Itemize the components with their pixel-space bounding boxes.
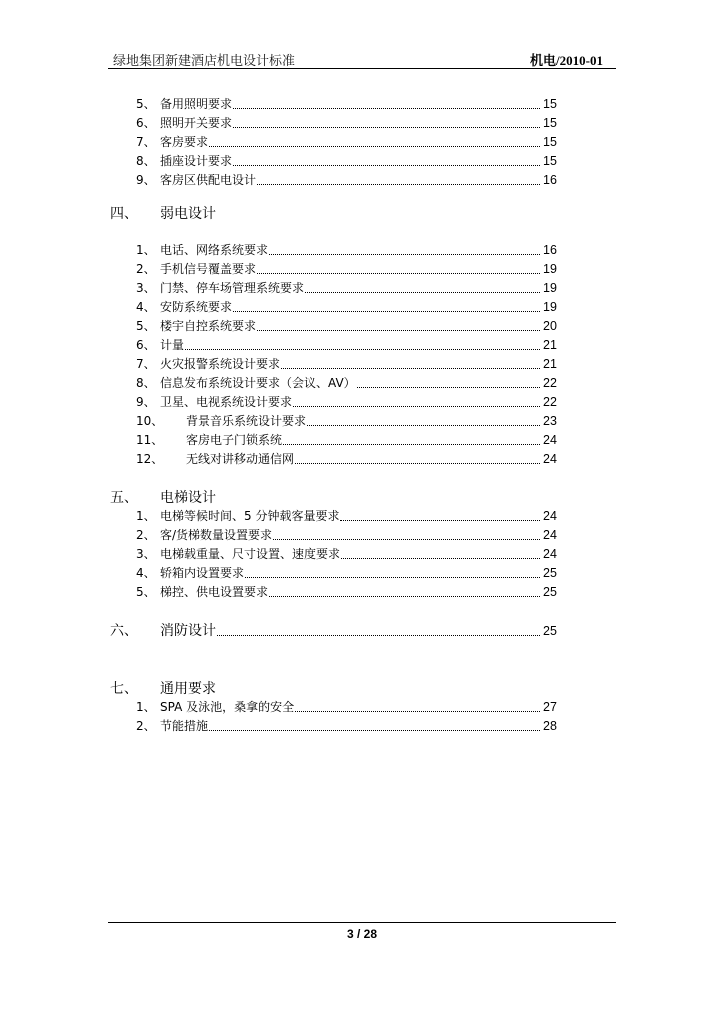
entry-number: 2、 [136, 528, 156, 542]
toc-entry[interactable] [0, 114, 724, 132]
entry-page-number: 16 [543, 173, 557, 187]
entry-number: 5、 [136, 319, 156, 333]
toc-entry[interactable] [0, 355, 724, 373]
entry-number: 6、 [136, 116, 156, 130]
dot-leader [245, 576, 540, 578]
section-title: 通用要求 [160, 681, 216, 697]
section-title: 弱电设计 [160, 206, 216, 222]
dot-leader [233, 126, 540, 128]
entry-page-number: 21 [543, 338, 557, 352]
entry-title: 电话、网络系统要求 [160, 243, 269, 257]
entry-page-number: 24 [543, 547, 557, 561]
toc-entry[interactable] [0, 583, 724, 601]
dot-leader [283, 443, 540, 445]
entry-number: 3、 [136, 281, 156, 295]
entry-title: SPA 及泳池，桑拿的安全 [160, 700, 295, 714]
entry-page-number: 15 [543, 116, 557, 130]
toc-entry[interactable] [0, 545, 724, 563]
entry-title: 电梯等候时间、5 分钟载客量要求 [160, 509, 340, 523]
toc-entry[interactable] [0, 450, 724, 468]
dot-leader [269, 253, 540, 255]
dot-leader [185, 348, 540, 350]
toc-entry[interactable] [0, 95, 724, 113]
entry-number: 11、 [136, 433, 164, 447]
entry-page-number: 16 [543, 243, 557, 257]
dot-leader [257, 183, 540, 185]
entry-title: 插座设计要求 [160, 154, 233, 168]
dot-leader [233, 164, 540, 166]
entry-page-number: 24 [543, 509, 557, 523]
entry-title: 计量 [160, 338, 185, 352]
entry-title: 安防系统要求 [160, 300, 233, 314]
toc-entry[interactable] [0, 431, 724, 449]
footer-rule [108, 922, 616, 923]
toc-section-heading [0, 488, 724, 508]
toc-entry[interactable] [0, 279, 724, 297]
dot-leader [293, 405, 540, 407]
entry-number: 10、 [136, 414, 164, 428]
toc-entry[interactable] [0, 317, 724, 335]
entry-title: 消防设计 [160, 623, 216, 639]
dot-leader [295, 462, 540, 464]
entry-number: 12、 [136, 452, 164, 466]
entry-page-number: 15 [543, 154, 557, 168]
toc-entry[interactable] [0, 171, 724, 189]
section-title: 电梯设计 [160, 490, 216, 506]
entry-number: 1、 [136, 243, 156, 257]
toc-entry[interactable] [0, 336, 724, 354]
footer-page-number: 3 / 28 [346, 927, 378, 941]
entry-page-number: 25 [543, 624, 557, 638]
entry-number: 5、 [136, 97, 156, 111]
header-document-code: 机电/2010-01 [530, 53, 603, 68]
entry-title: 电梯载重量、尺寸设置、速度要求 [160, 547, 341, 561]
dot-leader [209, 729, 540, 731]
entry-title: 楼宇自控系统要求 [160, 319, 257, 333]
entry-title: 客/货梯数量设置要求 [160, 528, 273, 542]
toc-section-entry[interactable] [0, 622, 724, 640]
dot-leader [281, 367, 540, 369]
dot-leader [307, 424, 540, 426]
dot-leader [257, 272, 540, 274]
entry-number: 3、 [136, 547, 156, 561]
toc-entry[interactable] [0, 698, 724, 716]
entry-page-number: 25 [543, 585, 557, 599]
dot-leader [357, 386, 540, 388]
toc-entry[interactable] [0, 298, 724, 316]
entry-number: 5、 [136, 585, 156, 599]
entry-page-number: 20 [543, 319, 557, 333]
entry-page-number: 15 [543, 97, 557, 111]
entry-number: 6、 [136, 338, 156, 352]
dot-leader [233, 310, 540, 312]
toc-entry[interactable] [0, 507, 724, 525]
entry-number: 2、 [136, 719, 156, 733]
toc-entry[interactable] [0, 260, 724, 278]
dot-leader [217, 634, 540, 636]
entry-page-number: 24 [543, 452, 557, 466]
entry-title: 卫星、电视系统设计要求 [160, 395, 293, 409]
entry-page-number: 21 [543, 357, 557, 371]
toc-entry[interactable] [0, 133, 724, 151]
entry-title: 轿箱内设置要求 [160, 566, 245, 580]
toc-entry[interactable] [0, 152, 724, 170]
entry-title: 门禁、停车场管理系统要求 [160, 281, 305, 295]
entry-page-number: 22 [543, 395, 557, 409]
entry-page-number: 25 [543, 566, 557, 580]
entry-title: 无线对讲移动通信网 [186, 452, 295, 466]
toc-entry[interactable] [0, 564, 724, 582]
entry-title: 手机信号覆盖要求 [160, 262, 257, 276]
entry-number: 9、 [136, 395, 156, 409]
entry-title: 信息发布系统设计要求（会议、AV） [160, 376, 356, 390]
dot-leader [295, 710, 540, 712]
entry-title: 客房区供配电设计 [160, 173, 257, 187]
entry-title: 客房电子门锁系统 [186, 433, 283, 447]
entry-title: 火灾报警系统设计要求 [160, 357, 281, 371]
toc-entry[interactable] [0, 374, 724, 392]
dot-leader [233, 107, 540, 109]
entry-number: 4、 [136, 566, 156, 580]
entry-page-number: 19 [543, 300, 557, 314]
entry-number: 9、 [136, 173, 156, 187]
entry-title: 节能措施 [160, 719, 209, 733]
entry-page-number: 15 [543, 135, 557, 149]
entry-number: 8、 [136, 376, 156, 390]
entry-number: 8、 [136, 154, 156, 168]
toc-section-heading [0, 679, 724, 699]
dot-leader [257, 329, 540, 331]
dot-leader [341, 557, 540, 559]
section-number: 四、 [110, 206, 138, 222]
entry-number: 1、 [136, 509, 156, 523]
entry-number: 7、 [136, 135, 156, 149]
entry-title: 照明开关要求 [160, 116, 233, 130]
entry-title: 备用照明要求 [160, 97, 233, 111]
header-rule [108, 68, 616, 69]
dot-leader [269, 595, 540, 597]
toc-entry[interactable] [0, 241, 724, 259]
dot-leader [273, 538, 540, 540]
toc-entry[interactable] [0, 393, 724, 411]
toc-entry[interactable] [0, 526, 724, 544]
entry-page-number: 28 [543, 719, 557, 733]
entry-page-number: 19 [543, 262, 557, 276]
toc-entry[interactable] [0, 717, 724, 735]
entry-page-number: 24 [543, 528, 557, 542]
entry-page-number: 19 [543, 281, 557, 295]
entry-number: 1、 [136, 700, 156, 714]
header-document-title: 绿地集团新建酒店机电设计标准 [113, 54, 296, 69]
section-number: 五、 [110, 490, 138, 506]
entry-page-number: 23 [543, 414, 557, 428]
entry-number: 六、 [110, 623, 138, 639]
toc-section-heading [0, 204, 724, 224]
dot-leader [340, 519, 540, 521]
entry-page-number: 27 [543, 700, 557, 714]
entry-title: 梯控、供电设置要求 [160, 585, 269, 599]
entry-number: 7、 [136, 357, 156, 371]
section-number: 七、 [110, 681, 138, 697]
entry-title: 背景音乐系统设计要求 [186, 414, 307, 428]
toc-entry[interactable] [0, 412, 724, 430]
dot-leader [209, 145, 540, 147]
entry-number: 2、 [136, 262, 156, 276]
entry-page-number: 24 [543, 433, 557, 447]
entry-page-number: 22 [543, 376, 557, 390]
entry-title: 客房要求 [160, 135, 209, 149]
entry-number: 4、 [136, 300, 156, 314]
dot-leader [305, 291, 540, 293]
